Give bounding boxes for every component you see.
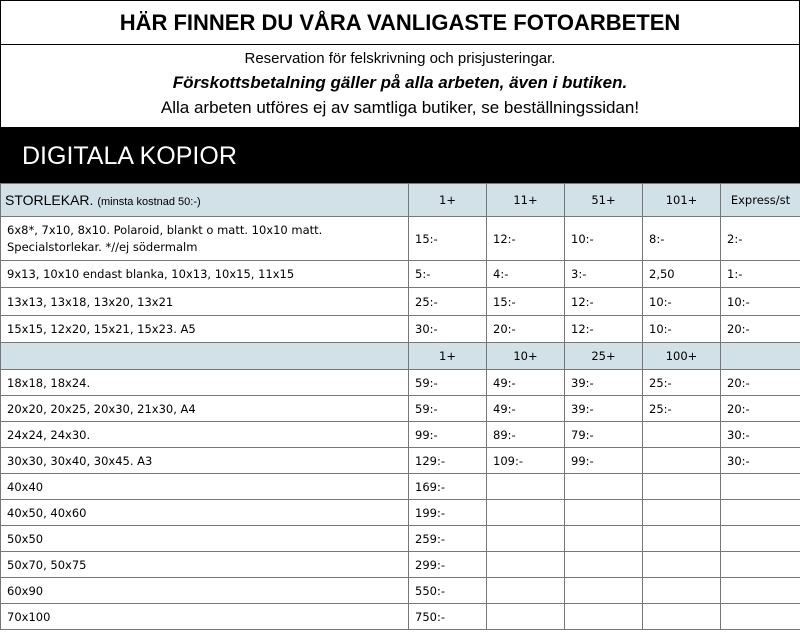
- price-cell: [643, 552, 721, 578]
- size-cell: 60x90: [1, 578, 409, 604]
- price-cell: [487, 552, 565, 578]
- section-title: DIGITALA KOPIOR: [0, 127, 800, 183]
- table-row: [1, 288, 800, 316]
- price-cell: 10:-: [721, 288, 800, 316]
- size-cell: 50x50: [1, 526, 409, 552]
- size-cell: 6x8*, 7x10, 8x10. Polaroid, blankt o matt. 10x10 matt. Specialstorlekar. *//ej södermalm: [1, 217, 409, 261]
- price-cell: 5:-: [409, 261, 487, 288]
- price-cell: 12:-: [565, 316, 643, 343]
- price-cell: [721, 552, 800, 578]
- price-cell: 20:-: [487, 316, 565, 343]
- price-cell: 20:-: [721, 396, 800, 422]
- price-cell: [643, 500, 721, 526]
- price-cell: [565, 500, 643, 526]
- table-row: [1, 261, 800, 288]
- size-cell: 15x15, 12x20, 15x21, 15x23. A5: [1, 316, 409, 343]
- price-cell: 30:-: [721, 448, 800, 474]
- price-cell: 4:-: [487, 261, 565, 288]
- price-cell: 25:-: [409, 288, 487, 316]
- price-cell: [565, 474, 643, 500]
- price-cell: [565, 578, 643, 604]
- price-cell: 259:-: [409, 526, 487, 552]
- price-cell: [721, 578, 800, 604]
- price-cell: 15:-: [409, 217, 487, 261]
- size-cell: 9x13, 10x10 endast blanka, 10x13, 10x15, 11x15: [1, 261, 409, 288]
- quantity-tier-header: 101+: [643, 184, 721, 217]
- price-cell: 109:-: [487, 448, 565, 474]
- price-cell: [643, 526, 721, 552]
- table-row: [1, 396, 800, 422]
- table-row: [1, 448, 800, 474]
- price-cell: 99:-: [565, 448, 643, 474]
- price-cell: [487, 604, 565, 630]
- table-row: [1, 578, 800, 604]
- table-row: [1, 217, 800, 261]
- page-title: HÄR FINNER DU VÅRA VANLIGASTE FOTOARBETEN: [0, 0, 800, 45]
- price-cell: [721, 604, 800, 630]
- quantity-tier-header: 10+: [487, 343, 565, 370]
- price-cell: [487, 500, 565, 526]
- size-cell: 70x100: [1, 604, 409, 630]
- price-cell: 12:-: [565, 288, 643, 316]
- size-column-header: [1, 184, 409, 217]
- size-cell: 20x20, 20x25, 20x30, 21x30, A4: [1, 396, 409, 422]
- quantity-tier-header: 25+: [565, 343, 643, 370]
- price-cell: 39:-: [565, 370, 643, 396]
- quantity-tier-header: [721, 343, 800, 370]
- price-table: [0, 183, 800, 630]
- price-cell: 8:-: [643, 217, 721, 261]
- price-cell: [643, 474, 721, 500]
- price-cell: 1:-: [721, 261, 800, 288]
- price-cell: 10:-: [565, 217, 643, 261]
- size-cell: 24x24, 24x30.: [1, 422, 409, 448]
- price-cell: 10:-: [643, 316, 721, 343]
- table-row: [1, 500, 800, 526]
- size-cell: 13x13, 13x18, 13x20, 13x21: [1, 288, 409, 316]
- price-cell: [487, 578, 565, 604]
- price-cell: [721, 500, 800, 526]
- table-header-row: [1, 343, 800, 370]
- price-cell: 2:-: [721, 217, 800, 261]
- quantity-tier-header: 100+: [643, 343, 721, 370]
- price-cell: 99:-: [409, 422, 487, 448]
- table-row: [1, 422, 800, 448]
- price-cell: [643, 578, 721, 604]
- price-cell: [643, 448, 721, 474]
- price-cell: 12:-: [487, 217, 565, 261]
- price-cell: 20:-: [721, 316, 800, 343]
- price-cell: 30:-: [409, 316, 487, 343]
- quantity-tier-header: Express/st: [721, 184, 800, 217]
- notice-availability: Alla arbeten utföres ej av samtliga butiker, se beställningssidan!: [160, 98, 640, 117]
- price-cell: 25:-: [643, 396, 721, 422]
- price-cell: 20:-: [721, 370, 800, 396]
- price-cell: 30:-: [721, 422, 800, 448]
- price-cell: 129:-: [409, 448, 487, 474]
- size-cell: 18x18, 18x24.: [1, 370, 409, 396]
- price-cell: 79:-: [565, 422, 643, 448]
- table-row: [1, 526, 800, 552]
- minimum-cost-note: (minsta kostnad 50:-): [97, 196, 201, 208]
- price-cell: [565, 552, 643, 578]
- notice-box: [0, 44, 800, 127]
- price-cell: [721, 526, 800, 552]
- price-cell: 15:-: [487, 288, 565, 316]
- notice-prepayment: Förskottsbetalning gäller på alla arbeten, även i butiken.: [172, 73, 628, 92]
- price-cell: 89:-: [487, 422, 565, 448]
- price-cell: 299:-: [409, 552, 487, 578]
- table-row: [1, 474, 800, 500]
- size-header-label: STORLEKAR.: [5, 192, 94, 208]
- price-cell: [487, 526, 565, 552]
- price-cell: 199:-: [409, 500, 487, 526]
- size-cell: 40x50, 40x60: [1, 500, 409, 526]
- price-cell: 59:-: [409, 396, 487, 422]
- quantity-tier-header: 1+: [409, 343, 487, 370]
- price-cell: [643, 604, 721, 630]
- table-row: [1, 370, 800, 396]
- price-cell: 49:-: [487, 370, 565, 396]
- quantity-tier-header: 1+: [409, 184, 487, 217]
- table-row: [1, 604, 800, 630]
- price-cell: [565, 604, 643, 630]
- price-cell: 59:-: [409, 370, 487, 396]
- size-cell: 50x70, 50x75: [1, 552, 409, 578]
- price-cell: 39:-: [565, 396, 643, 422]
- price-cell: 2,50: [643, 261, 721, 288]
- price-cell: 3:-: [565, 261, 643, 288]
- notice-reservation: Reservation för felskrivning och prisjusteringar.: [244, 50, 556, 67]
- table-row: [1, 316, 800, 343]
- price-cell: 25:-: [643, 370, 721, 396]
- price-cell: [487, 474, 565, 500]
- price-cell: 169:-: [409, 474, 487, 500]
- price-cell: 49:-: [487, 396, 565, 422]
- size-column-header: [1, 343, 409, 370]
- size-cell: 30x30, 30x40, 30x45. A3: [1, 448, 409, 474]
- price-cell: 10:-: [643, 288, 721, 316]
- price-cell: 750:-: [409, 604, 487, 630]
- price-cell: [643, 422, 721, 448]
- table-row: [1, 552, 800, 578]
- price-cell: [721, 474, 800, 500]
- table-header-row: [1, 184, 800, 217]
- quantity-tier-header: 11+: [487, 184, 565, 217]
- size-cell: 40x40: [1, 474, 409, 500]
- price-cell: [565, 526, 643, 552]
- price-cell: 550:-: [409, 578, 487, 604]
- quantity-tier-header: 51+: [565, 184, 643, 217]
